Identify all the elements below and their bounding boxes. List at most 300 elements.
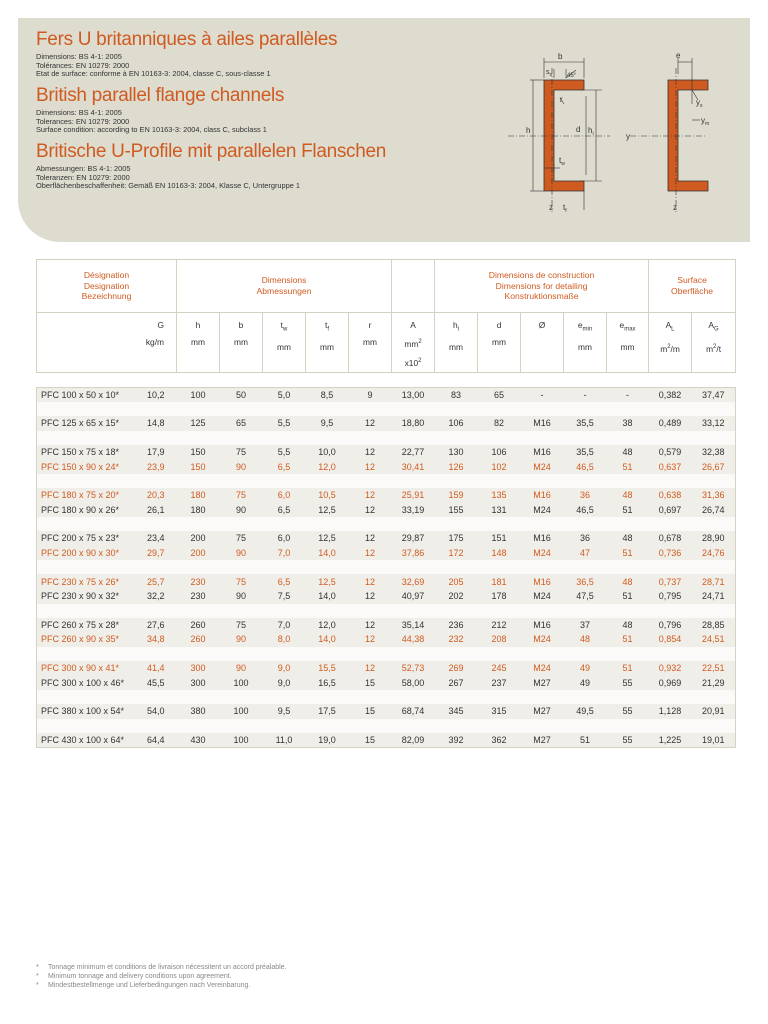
value-cell: 90 (220, 503, 263, 518)
col-header: $A_G$ $m^2/t$ (692, 313, 736, 373)
value-cell: 237 (478, 675, 521, 690)
group-designation: Désignation Designation Bezeichnung (37, 260, 177, 313)
value-cell: 12 (349, 618, 392, 633)
value-cell: M16 (521, 416, 564, 431)
value-cell: 49 (564, 661, 607, 676)
value-cell: 125 (177, 416, 220, 431)
value-cell: 12,5 (306, 503, 349, 518)
value-cell: 5,0 (263, 387, 306, 402)
value-cell: 51 (607, 546, 649, 561)
label-angle: 45° (567, 73, 577, 79)
value-cell: 51 (607, 661, 649, 676)
row-gap (37, 604, 736, 618)
value-cell: 31,36 (692, 488, 736, 503)
value-cell: 15 (349, 704, 392, 719)
group-dimensions: Dimensions Abmessungen (177, 260, 392, 313)
value-cell: 75 (220, 618, 263, 633)
value-cell: 33,12 (692, 416, 736, 431)
label-b: b (558, 52, 563, 61)
value-cell: 18,80 (392, 416, 435, 431)
value-cell: 0,854 (649, 632, 692, 647)
footnotes (36, 963, 287, 990)
value-cell: 15,5 (306, 661, 349, 676)
value-cell: 181 (478, 574, 521, 589)
col-header: $t_f$ mm (306, 313, 349, 373)
label-ys: $y_s$ (696, 98, 703, 109)
title-de: Britische U-Profile mit parallelen Flanschen (36, 141, 387, 162)
value-cell: 180 (177, 488, 220, 503)
value-cell: 49 (564, 675, 607, 690)
value-cell: 16,5 (306, 675, 349, 690)
value-cell: 22,51 (692, 661, 736, 676)
value-cell: 41,4 (139, 661, 177, 676)
value-cell: 13,00 (392, 387, 435, 402)
footnote-en: * Minimum tonnage and delivery conditions upon agreement. (36, 973, 232, 980)
value-cell: 49,5 (564, 704, 607, 719)
value-cell: 6,0 (263, 531, 306, 546)
value-cell: 200 (177, 546, 220, 561)
row-gap (37, 647, 736, 661)
value-cell: 20,91 (692, 704, 736, 719)
table-row (37, 675, 736, 690)
value-cell: 24,76 (692, 546, 736, 561)
value-cell: 14,8 (139, 416, 177, 431)
value-cell: 380 (177, 704, 220, 719)
value-cell: M27 (521, 704, 564, 719)
value-cell: 51 (607, 503, 649, 518)
col-header: $A_L$ $m^2/m$ (649, 313, 692, 373)
value-cell: 102 (478, 459, 521, 474)
value-cell: 10,5 (306, 488, 349, 503)
col-header: b mm (220, 313, 263, 373)
value-cell: 55 (607, 704, 649, 719)
value-cell: 58,00 (392, 675, 435, 690)
value-cell: 135 (478, 488, 521, 503)
designation-cell: PFC 300 x 100 x 46* (37, 675, 139, 690)
designation-cell: PFC 180 x 75 x 20* (37, 488, 139, 503)
value-cell: 28,85 (692, 618, 736, 633)
spec-line: Abmessungen: BS 4-1: 2005 (36, 164, 131, 173)
value-cell: 83 (435, 387, 478, 402)
value-cell: 106 (478, 445, 521, 460)
label-z-left: z (549, 203, 553, 212)
value-cell: M24 (521, 503, 564, 518)
value-cell: 23,4 (139, 531, 177, 546)
col-header: G kg/m (139, 313, 177, 373)
label-hi: $h_i$ (588, 126, 594, 137)
value-cell: 33,19 (392, 503, 435, 518)
value-cell: 30,41 (392, 459, 435, 474)
value-cell: 126 (435, 459, 478, 474)
value-cell: 9,5 (306, 416, 349, 431)
value-cell: 32,38 (692, 445, 736, 460)
group-header-row (37, 260, 736, 313)
value-cell: 150 (177, 445, 220, 460)
value-cell: 12 (349, 488, 392, 503)
value-cell: M24 (521, 459, 564, 474)
value-cell: 55 (607, 675, 649, 690)
value-cell: 46,5 (564, 459, 607, 474)
value-cell: 51 (607, 459, 649, 474)
value-cell: 159 (435, 488, 478, 503)
value-cell: 32,2 (139, 589, 177, 604)
value-cell: M16 (521, 445, 564, 460)
table-row (37, 632, 736, 647)
value-cell: 19,0 (306, 733, 349, 748)
value-cell: 90 (220, 661, 263, 676)
table-row (37, 661, 736, 676)
value-cell: 6,5 (263, 574, 306, 589)
value-cell: 12 (349, 589, 392, 604)
value-cell: 27,6 (139, 618, 177, 633)
value-cell: 12 (349, 661, 392, 676)
value-cell: 8,5 (306, 387, 349, 402)
col-header: $e_{max}$ mm (607, 313, 649, 373)
value-cell: 14,0 (306, 632, 349, 647)
value-cell: 0,382 (649, 387, 692, 402)
spec-line: Toleranzen: EN 10279: 2000 (36, 172, 130, 182)
value-cell: 5,5 (263, 416, 306, 431)
value-cell: 37 (564, 618, 607, 633)
label-r: r (560, 95, 563, 104)
value-cell: 15 (349, 733, 392, 748)
group-surface: Surface Oberfläche (649, 260, 736, 313)
label-d: d (576, 125, 581, 134)
designation-cell: PFC 260 x 75 x 28* (37, 618, 139, 633)
value-cell: 75 (220, 531, 263, 546)
value-cell: 35,5 (564, 416, 607, 431)
value-cell: 82,09 (392, 733, 435, 748)
label-z-right: z (673, 203, 677, 212)
designation-cell: PFC 260 x 90 x 35* (37, 632, 139, 647)
designation-cell: PFC 380 x 100 x 54* (37, 704, 139, 719)
value-cell: 300 (177, 675, 220, 690)
value-cell: 24,51 (692, 632, 736, 647)
value-cell: 430 (177, 733, 220, 748)
value-cell: M16 (521, 618, 564, 633)
value-cell: 7,5 (263, 589, 306, 604)
value-cell: 1,128 (649, 704, 692, 719)
value-cell: 19,01 (692, 733, 736, 748)
value-cell: 148 (478, 546, 521, 561)
value-cell: 9,0 (263, 675, 306, 690)
spec-line: Oberflächenbeschaffenheit: Gemäß EN 10163-3: 2004, Klasse C, Untergruppe 1 (36, 181, 301, 191)
designation-cell: PFC 125 x 65 x 15* (37, 416, 139, 431)
col-header: $t_w$ mm (263, 313, 306, 373)
table-row (37, 387, 736, 402)
value-cell: 230 (177, 574, 220, 589)
value-cell: 36,5 (564, 574, 607, 589)
value-cell: 0,795 (649, 589, 692, 604)
pfc-table (36, 259, 736, 748)
value-cell: 1,225 (649, 733, 692, 748)
value-cell: 11,0 (263, 733, 306, 748)
col-header: d mm (478, 313, 521, 373)
value-cell: 90 (220, 546, 263, 561)
value-cell: 315 (478, 704, 521, 719)
value-cell: 15 (349, 675, 392, 690)
value-cell: 12,0 (306, 459, 349, 474)
label-tf: $t_f$ (563, 203, 567, 214)
table-row (37, 574, 736, 589)
value-cell: M27 (521, 733, 564, 748)
value-cell: 12 (349, 531, 392, 546)
row-gap (37, 690, 736, 704)
value-cell: 178 (478, 589, 521, 604)
value-cell: 45,5 (139, 675, 177, 690)
value-cell: 65 (220, 416, 263, 431)
label-y: y (626, 132, 630, 141)
value-cell: 46,5 (564, 503, 607, 518)
spec-line: Dimensions: BS 4-1: 2005 (36, 52, 122, 61)
value-cell: 205 (435, 574, 478, 589)
value-cell: - (521, 387, 564, 402)
value-cell: M16 (521, 488, 564, 503)
value-cell: 212 (478, 618, 521, 633)
value-cell: 23,9 (139, 459, 177, 474)
value-cell: 48 (607, 574, 649, 589)
value-cell: 230 (177, 589, 220, 604)
value-cell: 131 (478, 503, 521, 518)
value-cell: 0,489 (649, 416, 692, 431)
value-cell: 34,8 (139, 632, 177, 647)
value-cell: 64,4 (139, 733, 177, 748)
value-cell: M24 (521, 589, 564, 604)
value-cell: M24 (521, 546, 564, 561)
row-gap (37, 431, 736, 445)
designation-cell: PFC 150 x 75 x 18* (37, 445, 139, 460)
value-cell: - (564, 387, 607, 402)
value-cell: 26,1 (139, 503, 177, 518)
col-header: Ø (521, 313, 564, 373)
value-cell: 25,7 (139, 574, 177, 589)
value-cell: 48 (607, 488, 649, 503)
value-cell: 26,74 (692, 503, 736, 518)
value-cell: 48 (607, 618, 649, 633)
value-cell: 6,0 (263, 488, 306, 503)
title-fr: Fers U britanniques à ailes parallèles (36, 29, 338, 50)
label-tw: $t_w$ (559, 156, 565, 167)
value-cell: M24 (521, 661, 564, 676)
value-cell: 29,87 (392, 531, 435, 546)
value-cell: 65 (478, 387, 521, 402)
value-cell: 20,3 (139, 488, 177, 503)
value-cell: 52,73 (392, 661, 435, 676)
footnote-de: * Mindestbestellmenge und Lieferbedingungen nach Vereinbarung. (36, 982, 251, 989)
value-cell: 9,0 (263, 661, 306, 676)
value-cell: 82 (478, 416, 521, 431)
value-cell: M16 (521, 531, 564, 546)
spec-de (36, 165, 300, 191)
value-cell: M16 (521, 574, 564, 589)
row-gap (37, 719, 736, 733)
row-gap (37, 560, 736, 574)
value-cell: 17,9 (139, 445, 177, 460)
value-cell: 55 (607, 733, 649, 748)
designation-cell: PFC 230 x 90 x 32* (37, 589, 139, 604)
value-cell: 9 (349, 387, 392, 402)
value-cell: 17,5 (306, 704, 349, 719)
value-cell: 37,47 (692, 387, 736, 402)
value-cell: M24 (521, 632, 564, 647)
value-cell: 10,2 (139, 387, 177, 402)
value-cell: 8,0 (263, 632, 306, 647)
table-row (37, 445, 736, 460)
spec-line: Dimensions: BS 4-1: 2005 (36, 108, 122, 117)
value-cell: 106 (435, 416, 478, 431)
value-cell: 36 (564, 531, 607, 546)
value-cell: 200 (177, 531, 220, 546)
table-row (37, 488, 736, 503)
value-cell: 37,86 (392, 546, 435, 561)
value-cell: 155 (435, 503, 478, 518)
designation-cell: PFC 100 x 50 x 10* (37, 387, 139, 402)
value-cell: 12,5 (306, 531, 349, 546)
value-cell: 6,5 (263, 503, 306, 518)
value-cell: 29,7 (139, 546, 177, 561)
value-cell: 260 (177, 618, 220, 633)
value-cell: 25,91 (392, 488, 435, 503)
value-cell: 24,71 (692, 589, 736, 604)
value-cell: 50 (220, 387, 263, 402)
value-cell: 12,5 (306, 574, 349, 589)
value-cell: 0,579 (649, 445, 692, 460)
value-cell: 7,0 (263, 618, 306, 633)
designation-cell: PFC 200 x 75 x 23* (37, 531, 139, 546)
value-cell: 47 (564, 546, 607, 561)
value-cell: 12 (349, 459, 392, 474)
value-cell: 48 (564, 632, 607, 647)
value-cell: 12 (349, 632, 392, 647)
row-gap (37, 402, 736, 416)
group-area (392, 260, 435, 313)
table-row (37, 704, 736, 719)
value-cell: 267 (435, 675, 478, 690)
value-cell: 68,74 (392, 704, 435, 719)
value-cell: 345 (435, 704, 478, 719)
col-header-designation (37, 313, 139, 373)
value-cell: 48 (607, 531, 649, 546)
value-cell: 150 (177, 459, 220, 474)
value-cell: 28,71 (692, 574, 736, 589)
value-cell: 32,69 (392, 574, 435, 589)
spec-fr (36, 53, 271, 79)
group-detailing: Dimensions de construction Dimensions for detailing Konstruktionsmaße (435, 260, 649, 313)
value-cell: 90 (220, 632, 263, 647)
value-cell: 51 (564, 733, 607, 748)
value-cell: 90 (220, 589, 263, 604)
designation-cell: PFC 150 x 90 x 24* (37, 459, 139, 474)
value-cell: 269 (435, 661, 478, 676)
value-cell: 75 (220, 488, 263, 503)
col-header: A $mm^2$ $x10^2$ (392, 313, 435, 373)
value-cell: 12 (349, 503, 392, 518)
col-header: $e_{min}$ mm (564, 313, 607, 373)
value-cell: 36 (564, 488, 607, 503)
col-header: h mm (177, 313, 220, 373)
spec-line: Tolerances: EN 10279: 2000 (36, 116, 130, 126)
value-cell: 208 (478, 632, 521, 647)
table-row (37, 416, 736, 431)
designation-cell: PFC 180 x 90 x 26* (37, 503, 139, 518)
row-gap (37, 517, 736, 531)
value-cell: 26,67 (692, 459, 736, 474)
value-cell: 0,697 (649, 503, 692, 518)
spec-en (36, 109, 267, 135)
value-cell: 172 (435, 546, 478, 561)
table-row (37, 459, 736, 474)
label-e: e (676, 51, 681, 60)
value-cell: 100 (177, 387, 220, 402)
value-cell: 392 (435, 733, 478, 748)
spec-line: Surface condition: according to EN 10163-3: 2004, class C, subclass 1 (36, 125, 267, 135)
value-cell: 0,638 (649, 488, 692, 503)
value-cell: 0,969 (649, 675, 692, 690)
value-cell: 10,0 (306, 445, 349, 460)
value-cell: 48 (607, 445, 649, 460)
designation-cell: PFC 430 x 100 x 64* (37, 733, 139, 748)
value-cell: 75 (220, 445, 263, 460)
value-cell: 21,29 (692, 675, 736, 690)
value-cell: 75 (220, 574, 263, 589)
value-cell: 5,5 (263, 445, 306, 460)
value-cell: 40,97 (392, 589, 435, 604)
value-cell: 100 (220, 733, 263, 748)
value-cell: 14,0 (306, 546, 349, 561)
table-row (37, 618, 736, 633)
spec-line: Tolérances: EN 10279: 2000 (36, 60, 130, 70)
footnote-fr: * Tonnage minimum et conditions de livraison nécessitent un accord préalable. (36, 964, 287, 971)
value-cell: 151 (478, 531, 521, 546)
value-cell: 38 (607, 416, 649, 431)
designation-cell: PFC 200 x 90 x 30* (37, 546, 139, 561)
value-cell: 202 (435, 589, 478, 604)
col-header: r mm (349, 313, 392, 373)
value-cell: 22,77 (392, 445, 435, 460)
table-row (37, 733, 736, 748)
value-cell: 12 (349, 416, 392, 431)
table-row (37, 589, 736, 604)
value-cell: 260 (177, 632, 220, 647)
value-cell: 100 (220, 675, 263, 690)
value-cell: 12 (349, 445, 392, 460)
value-cell: 44,38 (392, 632, 435, 647)
title-en: British parallel flange channels (36, 85, 285, 106)
value-cell: 0,678 (649, 531, 692, 546)
value-cell: 12,0 (306, 618, 349, 633)
label-ym: $y_m$ (701, 116, 710, 127)
column-header-row (37, 313, 736, 373)
table-body (37, 387, 736, 748)
value-cell: 28,90 (692, 531, 736, 546)
value-cell: 35,14 (392, 618, 435, 633)
table-row (37, 503, 736, 518)
designation-cell: PFC 230 x 75 x 26* (37, 574, 139, 589)
value-cell: 130 (435, 445, 478, 460)
value-cell: 54,0 (139, 704, 177, 719)
value-cell: 47,5 (564, 589, 607, 604)
value-cell: 300 (177, 661, 220, 676)
label-ss: $s_s$ (546, 69, 552, 78)
value-cell: 14,0 (306, 589, 349, 604)
value-cell: 90 (220, 459, 263, 474)
value-cell: 236 (435, 618, 478, 633)
row-gap (37, 474, 736, 488)
value-cell: 6,5 (263, 459, 306, 474)
value-cell: 35,5 (564, 445, 607, 460)
col-header: $h_i$ mm (435, 313, 478, 373)
value-cell: M27 (521, 675, 564, 690)
